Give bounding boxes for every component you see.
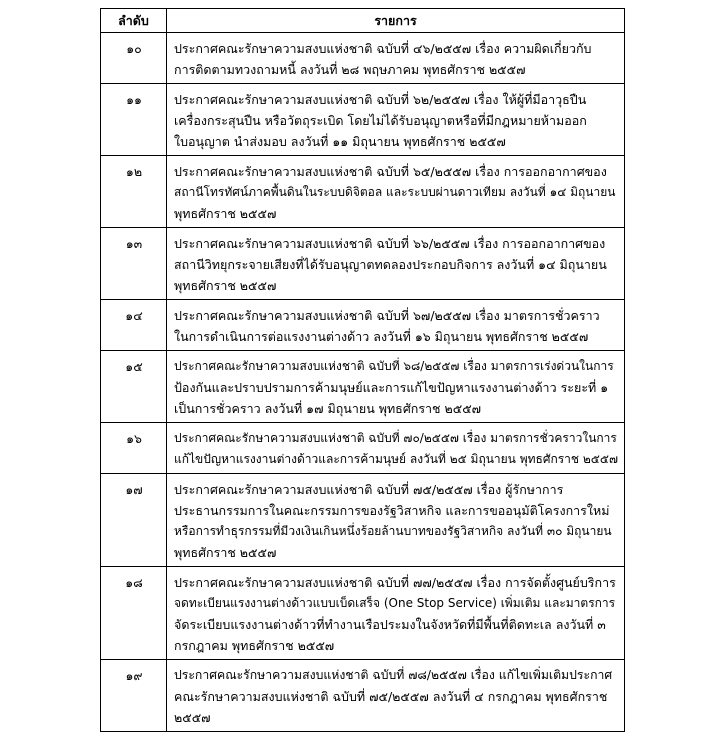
item-text-line: ประธานกรรมการในคณะกรรมการของรัฐวิสาหกิจ และการขออนุมัติโครงการใหม่ xyxy=(174,503,610,518)
item-text-line: ประกาศคณะรักษาความสงบแห่งชาติ ฉบับที่ ๖๗/๒๕๕๗ เรื่อง มาตรการชั่วคราว xyxy=(174,308,600,323)
table-row xyxy=(101,33,625,84)
item-text-line: ประกาศคณะรักษาความสงบแห่งชาติ ฉบับที่ ๗๘/๒๕๕๗ เรื่อง แก้ไขเพิ่มเติมประกาศ xyxy=(174,668,613,682)
announcements-table xyxy=(100,8,625,732)
table-row xyxy=(101,300,625,351)
item-text-line: พุทธศักราช ๒๕๕๗ xyxy=(174,278,277,293)
item-text-line: จดทะเบียนแรงงานต่างด้าวแบบเบ็ดเสร็จ (One Stop Service) เพิ่มเติม และมาตรการ xyxy=(174,596,616,610)
row-item xyxy=(167,156,625,228)
table-row xyxy=(101,567,625,660)
row-item xyxy=(167,84,625,156)
item-text-line: คณะรักษาความสงบแห่งชาติ ฉบับที่ ๗๕/๒๕๕๗ ลงวันที่ ๔ กรกฎาคม พุทธศักราช xyxy=(174,689,608,704)
row-item xyxy=(167,33,625,84)
item-text-line: ป้องกันและปราบปรามการค้ามนุษย์และการแก้ไขปัญหาแรงงานต่างด้าว ระยะที่ ๑ xyxy=(174,380,609,395)
item-text-line: ในการดำเนินการต่อแรงงานต่างด้าว ลงวันที่ ๑๖ มิถุนายน พุทธศักราช ๒๕๕๗ xyxy=(174,329,589,344)
header-number: ลำดับ xyxy=(101,9,167,33)
item-text-line: สถานีโทรทัศน์ภาคพื้นดินในระบบดิจิตอล และระบบผ่านดาวเทียม ลงวันที่ ๑๔ มิถุนายน xyxy=(174,185,616,199)
row-number: ๑๖ xyxy=(101,423,167,474)
row-number: ๑๓ xyxy=(101,228,167,300)
row-number: ๑๘ xyxy=(101,567,167,660)
item-text-line: การติดตามทวงถามหนี้ ลงวันที่ ๒๘ พฤษภาคม พุทธศักราช ๒๕๕๗ xyxy=(174,62,526,77)
item-text-line: ประกาศคณะรักษาความสงบแห่งชาติ ฉบับที่ ๖๕/๒๕๕๗ เรื่อง การออกอากาศของ xyxy=(174,164,607,179)
item-text-line: พุทธศักราช ๒๕๕๗ xyxy=(174,545,277,560)
table-header xyxy=(101,9,625,33)
item-text-line: ประกาศคณะรักษาความสงบแห่งชาติ ฉบับที่ ๖๖/๒๕๕๗ เรื่อง การออกอากาศของ xyxy=(174,236,606,251)
item-text-line: ประกาศคณะรักษาความสงบแห่งชาติ ฉบับที่ ๗๐/๒๕๕๗ เรื่อง มาตรการชั่วคราวในการ xyxy=(174,431,617,445)
row-item xyxy=(167,567,625,660)
item-text-line: ประกาศคณะรักษาความสงบแห่งชาติ ฉบับที่ ๗๗/๒๕๕๗ เรื่อง การจัดตั้งศูนย์บริการ xyxy=(174,575,616,590)
item-text-line: แก้ไขปัญหาแรงงานต่างด้าวและการค้ามนุษย์ ลงวันที่ ๒๕ มิถุนายน พุทธศักราช ๒๕๕๗ xyxy=(174,452,618,466)
item-text-line: ประกาศคณะรักษาความสงบแห่งชาติ ฉบับที่ ๖๘/๒๕๕๗ เรื่อง มาตรการเร่งด่วนในการ xyxy=(174,359,614,373)
row-item xyxy=(167,474,625,567)
item-text-line: กรกฎาคม พุทธศักราช ๒๕๕๗ xyxy=(174,638,335,653)
item-text-line: เป็นการชั่วคราว ลงวันที่ ๑๗ มิถุนายน พุทธศักราช ๒๕๕๗ xyxy=(174,401,482,416)
table-row xyxy=(101,423,625,474)
row-number: ๑๗ xyxy=(101,474,167,567)
table-body xyxy=(101,33,625,732)
table-row xyxy=(101,660,625,732)
item-text-line: พุทธศักราช ๒๕๕๗ xyxy=(174,206,277,221)
item-text-line: จัดระเบียบแรงงานต่างด้าวที่ทำงานเรือประมงในจังหวัดที่มีพื้นที่ติดทะเล ลงวันที่ ๓ xyxy=(174,617,606,632)
row-number: ๑๒ xyxy=(101,156,167,228)
header-row xyxy=(101,9,625,33)
item-text-line: สถานีวิทยุกระจายเสียงที่ได้รับอนุญาตทดลองประกอบกิจการ ลงวันที่ ๑๔ มิถุนายน xyxy=(174,257,607,272)
row-item xyxy=(167,660,625,732)
row-item xyxy=(167,300,625,351)
table-row xyxy=(101,351,625,423)
item-text-line: หรือการทำธุรกรรมที่มีวงเงินเกินหนึ่งร้อยล้านบาทของรัฐวิสาหกิจ ลงวันที่ ๓๐ มิถุนายน xyxy=(174,524,612,538)
row-item xyxy=(167,228,625,300)
row-item xyxy=(167,423,625,474)
table-row xyxy=(101,84,625,156)
table-row xyxy=(101,228,625,300)
item-text-line: ใบอนุญาต นำส่งมอบ ลงวันที่ ๑๑ มิถุนายน พุทธศักราช ๒๕๕๗ xyxy=(174,134,506,149)
item-text-line: ประกาศคณะรักษาความสงบแห่งชาติ ฉบับที่ ๔๖/๒๕๕๗ เรื่อง ความผิดเกี่ยวกับ xyxy=(174,41,592,56)
row-item xyxy=(167,351,625,423)
row-number: ๑๙ xyxy=(101,660,167,732)
row-number: ๑๐ xyxy=(101,33,167,84)
row-number: ๑๑ xyxy=(101,84,167,156)
row-number: ๑๕ xyxy=(101,351,167,423)
item-text-line: ๒๕๕๗ xyxy=(174,710,211,725)
table-row xyxy=(101,474,625,567)
item-text-line: ประกาศคณะรักษาความสงบแห่งชาติ ฉบับที่ ๖๒/๒๕๕๗ เรื่อง ให้ผู้ที่มีอาวุธปืน xyxy=(174,92,587,107)
header-item: รายการ xyxy=(167,9,625,33)
item-text-line: เครื่องกระสุนปืน หรือวัตถุระเบิด โดยไม่ได้รับอนุญาตหรือที่มีกฎหมายห้ามออก xyxy=(174,113,587,128)
table-row xyxy=(101,156,625,228)
row-number: ๑๔ xyxy=(101,300,167,351)
item-text-line: ประกาศคณะรักษาความสงบแห่งชาติ ฉบับที่ ๗๕/๒๕๕๗ เรื่อง ผู้รักษาการ xyxy=(174,482,564,497)
